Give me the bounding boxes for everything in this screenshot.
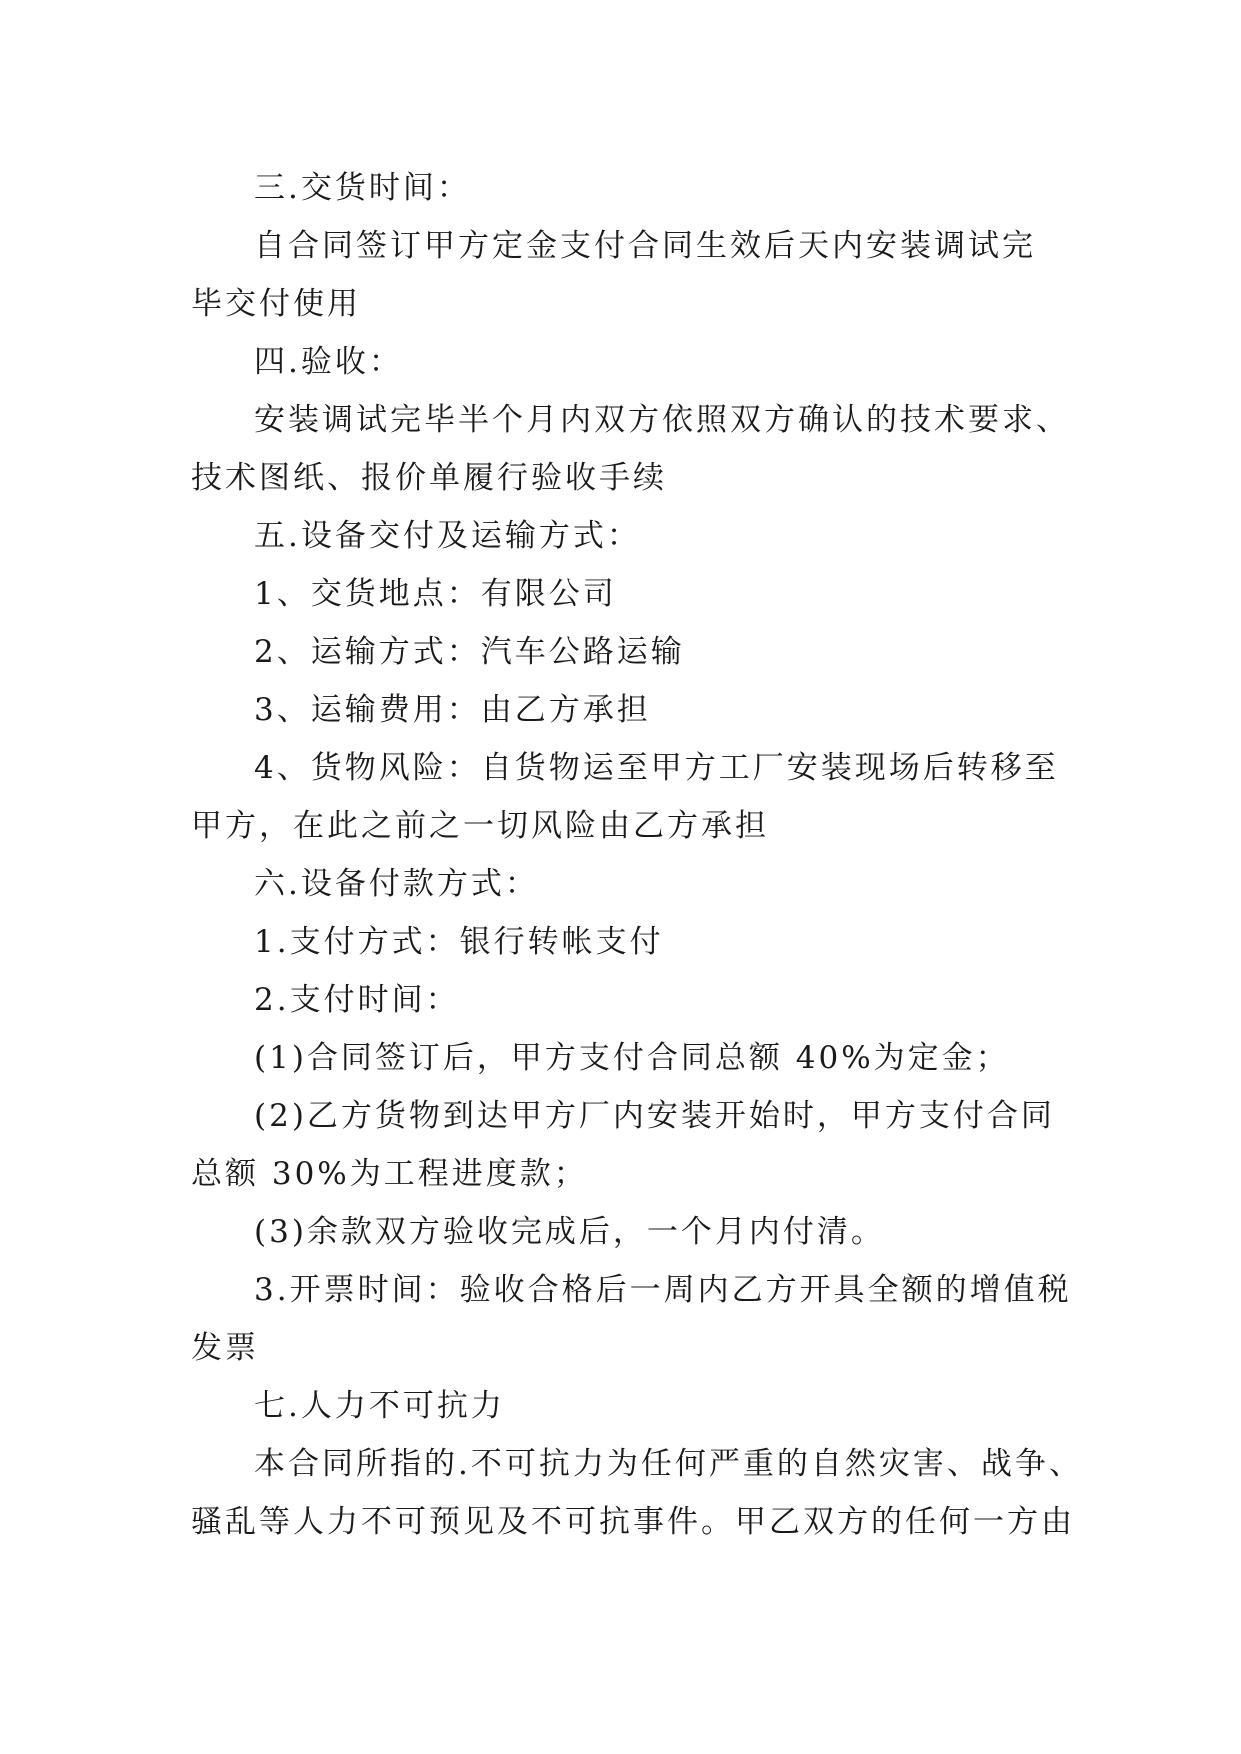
list-item: 3.开票时间：验收合格后一周内乙方开具全额的增值税 <box>254 1272 1072 1308</box>
document-body <box>191 159 1083 1551</box>
paragraph-line: 骚乱等人力不可预见及不可抗事件。甲乙双方的任何一方由 <box>191 1504 1075 1540</box>
section-heading-delivery-transport: 五.设备交付及运输方式： <box>254 518 641 554</box>
section-heading-force-majeure: 七.人力不可抗力 <box>254 1388 505 1424</box>
list-item: (3)余款双方验收完成后，一个月内付清。 <box>254 1214 885 1250</box>
paragraph-line: 技术图纸、报价单履行验收手续 <box>191 460 667 496</box>
paragraph-line: 甲方，在此之前之一切风险由乙方承担 <box>191 808 769 844</box>
list-item: 1.支付方式：银行转帐支付 <box>254 924 664 960</box>
list-item: 2、运输方式：汽车公路运输 <box>254 634 685 670</box>
section-heading-payment: 六.设备付款方式： <box>254 866 539 902</box>
list-item: 1、交货地点：有限公司 <box>254 576 617 612</box>
list-item: 3、运输费用：由乙方承担 <box>254 692 651 728</box>
list-item: 4、货物风险：自货物运至甲方工厂安装现场后转移至 <box>254 750 1059 786</box>
paragraph-line: 毕交付使用 <box>191 286 361 322</box>
paragraph-line: 本合同所指的.不可抗力为任何严重的自然灾害、战争、 <box>254 1446 1083 1482</box>
list-item: 2.支付时间： <box>254 982 460 1018</box>
paragraph-line: 安装调试完毕半个月内双方依照双方确认的技术要求、 <box>254 402 1070 438</box>
list-item: (2)乙方货物到达甲方厂内安装开始时，甲方支付合同 <box>254 1098 1055 1134</box>
section-heading-acceptance: 四.验收： <box>254 344 403 380</box>
paragraph-line: 发票 <box>191 1330 259 1366</box>
list-item: (1)合同签订后，甲方支付合同总额 40%为定金； <box>254 1040 1010 1076</box>
paragraph-line: 自合同签订甲方定金支付合同生效后天内安装调试完 <box>254 228 1036 264</box>
paragraph-line: 总额 30%为工程进度款； <box>191 1156 588 1192</box>
section-heading-delivery-time: 三.交货时间： <box>254 170 471 206</box>
